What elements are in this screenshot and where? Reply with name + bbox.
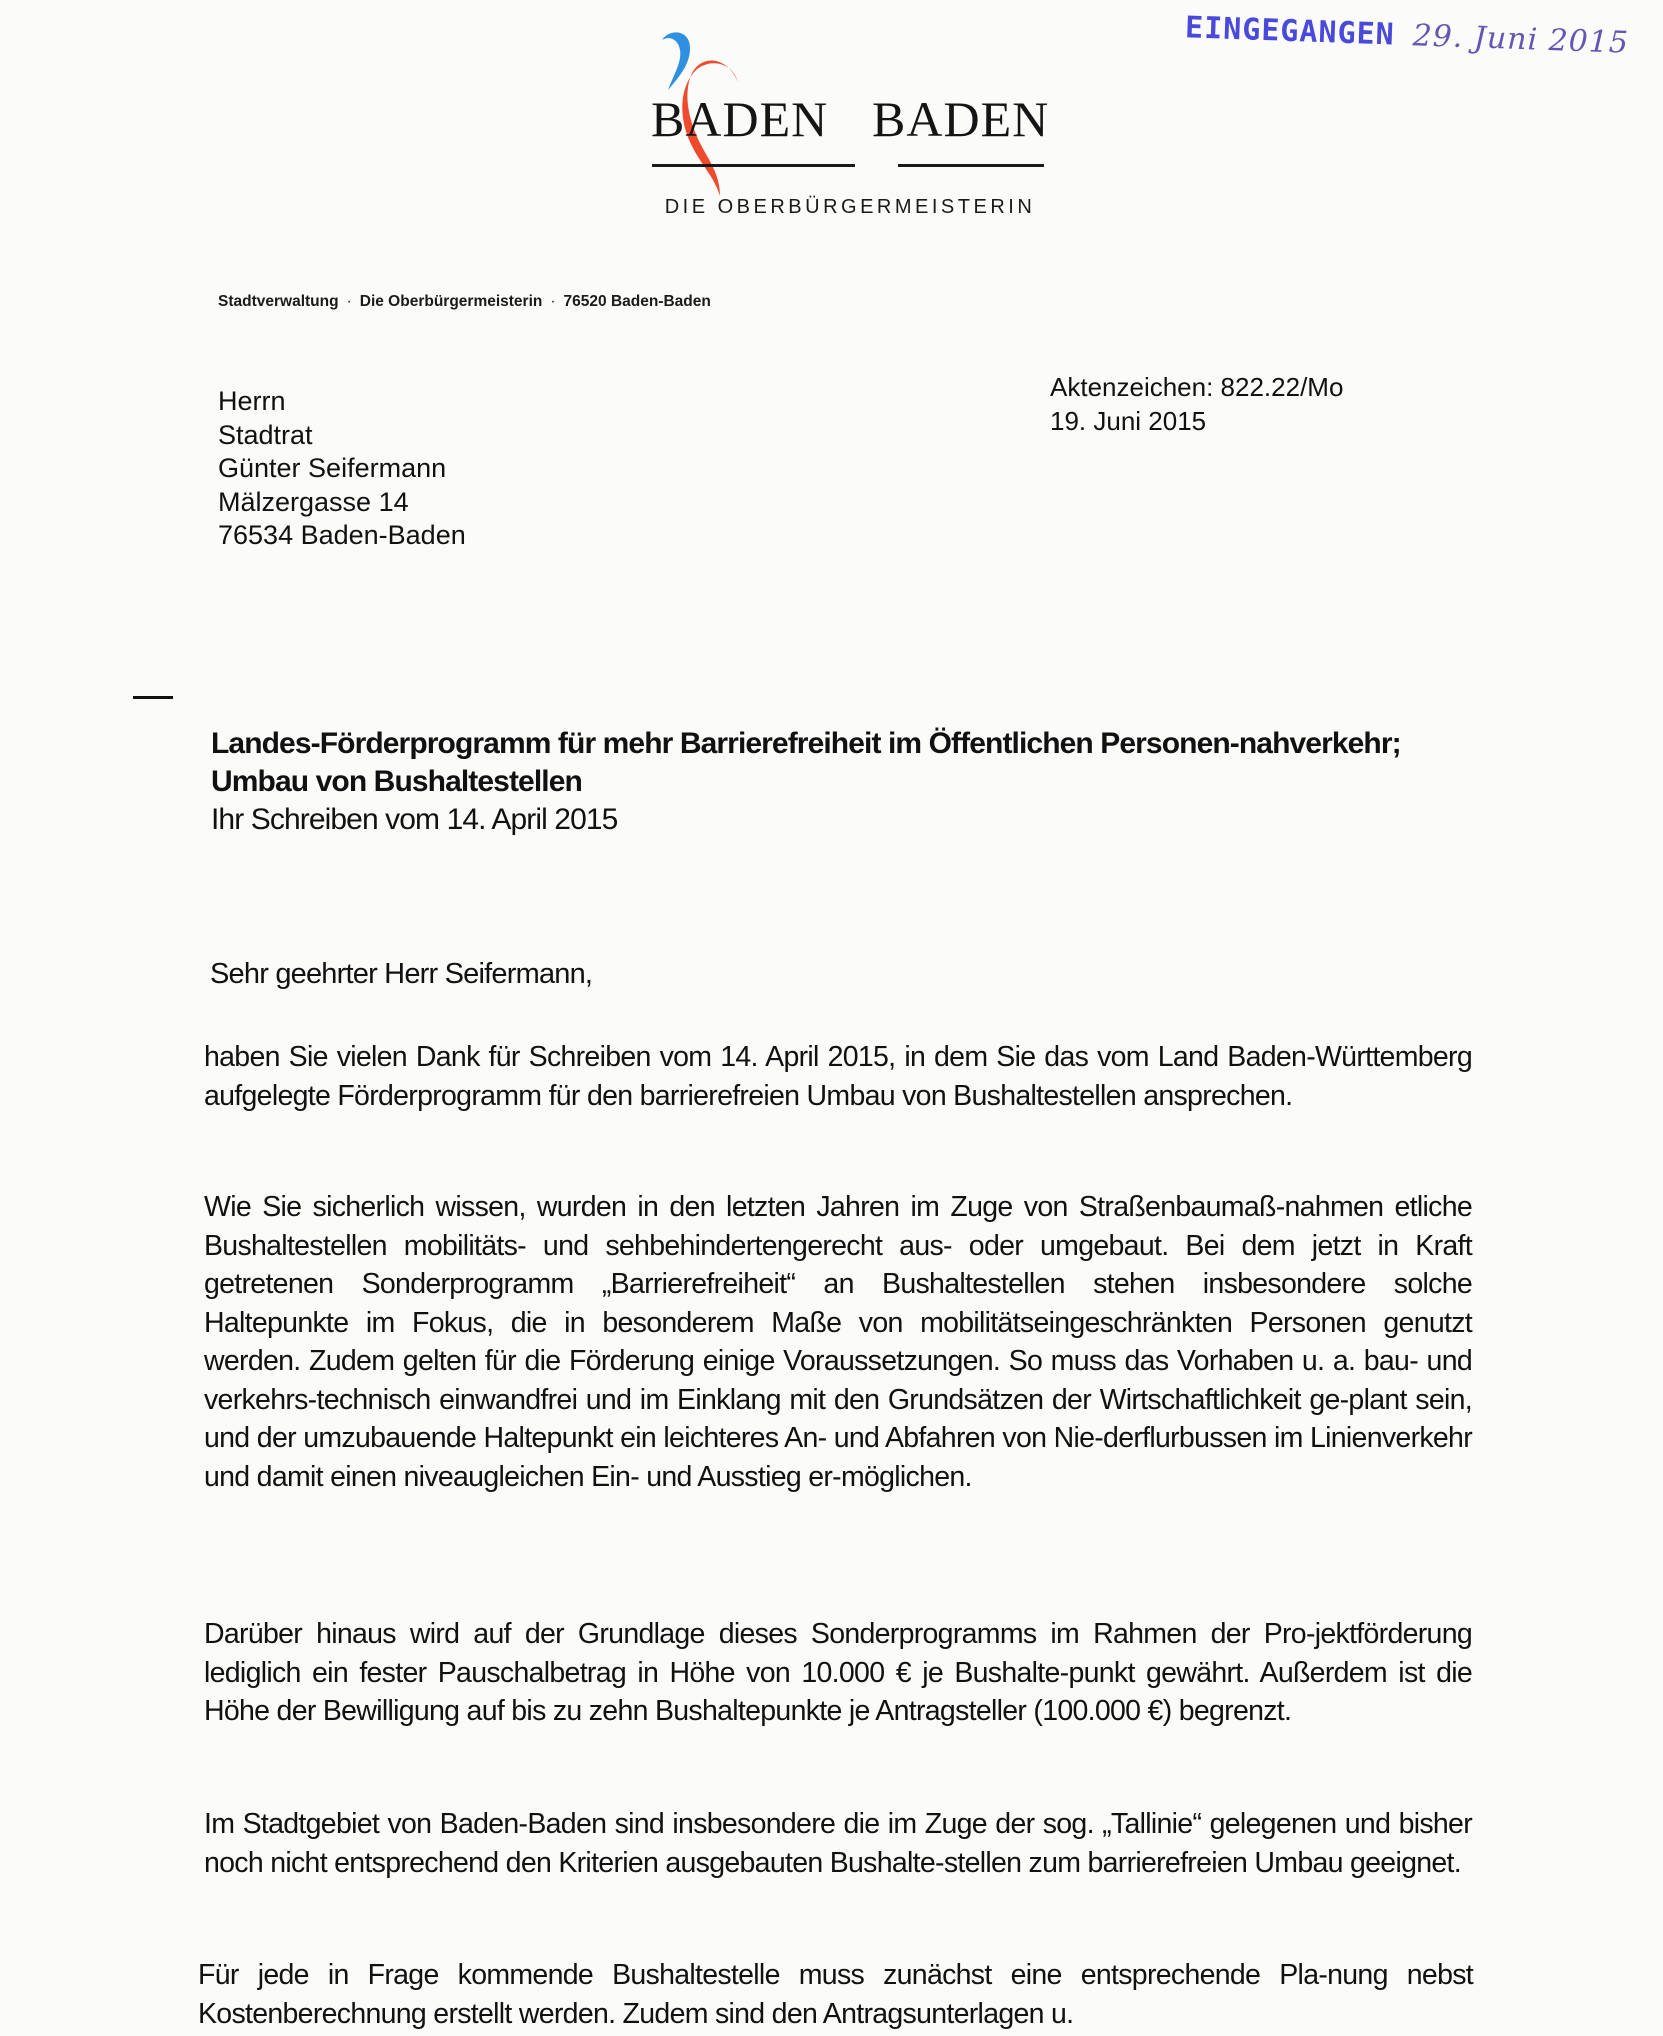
recipient-address — [218, 385, 466, 553]
file-number: Aktenzeichen: 822.22/Mo — [1050, 372, 1344, 402]
body-paragraph: Wie Sie sicherlich wissen, wurden in den letzten Jahren im Zuge von Straßenbaumaß-nahmen etliche Bushaltestellen mobilitäts- und sehbehindertengerecht aus- oder umgebaut. Bei dem jetzt in Kraft getretenen Sonderprogramm „Barrierefreiheit“ an Bushaltestellen stehen insbesondere solche Haltepunkte im Fokus, die in besonderem Maße von mobilitätseingeschränkten Personen genutzt werden. Zudem gelten für die Förderung einige Voraussetzungen. So muss das Vorhaben u. a. bau- und verkehrs-technisch einwandfrei und im Einklang mit den Grundsätzen der Wirtschaftlichkeit ge-plant sein, und der umzubauende Haltepunkt ein leichteres An- und Abfahren von Nie-derflurbussen im Linienverkehr und damit einen niveaugleichen Ein- und Ausstieg er-möglichen. — [204, 1191, 1472, 1493]
body-paragraph: Darüber hinaus wird auf der Grundlage dieses Sonderprogramms im Rahmen der Pro-jektförderung lediglich ein fester Pauschalbetrag in Höhe von 10.000 € je Bushalte-punkt gewährt. Außerdem ist die Höhe der Bewilligung auf bis zu zehn Bushaltepunkte je Antragsteller (100.000 €) begrenzt. — [204, 1618, 1472, 1727]
body-paragraph: Im Stadtgebiet von Baden-Baden sind insbesondere die im Zuge der sog. „Tallinie“ gelegenen und bisher noch nicht entsprechend den Kriterien ausgebauten Bushalte-stellen zum barrierefreien Umbau geeignet. — [204, 1808, 1472, 1879]
logo-word-right: BADEN — [872, 91, 1050, 147]
city-logo — [650, 24, 1050, 224]
sender-org: Stadtverwaltung — [218, 293, 339, 310]
body-paragraph: haben Sie vielen Dank für Schreiben vom 14. April 2015, in dem Sie das vom Land Baden-Württemberg aufgelegte Förderprogramm für den barrierefreien Umbau von Bushaltestellen ansprechen. — [204, 1041, 1472, 1112]
subject-subtitle: Umbau von Bushaltestellen — [211, 765, 582, 798]
sender-return-address — [218, 293, 711, 311]
separator-dot: · — [346, 293, 352, 310]
subject-title: Landes-Förderprogramm für mehr Barrierefreiheit im Öffentlichen Personen-nahverkehr; — [211, 727, 1401, 760]
stamp-date: 29. Juni 2015 — [1412, 18, 1630, 61]
salutation: Sehr geehrter Herr Seifermann, — [210, 958, 593, 990]
address-line-name: Günter Seifermann — [218, 453, 447, 483]
logo-subtitle: DIE OBERBÜRGERMEISTERIN — [664, 196, 1036, 218]
sender-office: Die Oberbürgermeisterin — [359, 293, 543, 310]
fold-mark — [133, 696, 173, 699]
address-line-title: Stadtrat — [218, 419, 313, 450]
address-line-street: Mälzergasse 14 — [218, 486, 409, 517]
logo-word-left: BADEN — [651, 91, 829, 147]
subject-block — [211, 725, 1471, 839]
separator-dot: · — [550, 293, 556, 310]
sender-city: 76520 Baden-Baden — [563, 293, 711, 310]
subject-reference: Ihr Schreiben vom 14. April 2015 — [211, 803, 618, 836]
body-paragraph: Für jede in Frage kommende Bushaltestelle muss zunächst eine entsprechende Pla-nung nebst Kostenberechnung erstellt werden. Zudem sind den Antragsunterlagen u. — [198, 1959, 1473, 2030]
reference-block — [1050, 370, 1343, 438]
logo-rule-left — [652, 164, 855, 167]
received-stamp — [1185, 10, 1630, 60]
address-line-salutation: Herrn — [218, 386, 286, 416]
letter-date: 19. Juni 2015 — [1050, 406, 1207, 436]
stamp-label: EINGEGANGEN — [1184, 10, 1396, 53]
address-line-city: 76534 Baden-Baden — [218, 520, 466, 550]
logo-rule-right — [898, 164, 1044, 167]
